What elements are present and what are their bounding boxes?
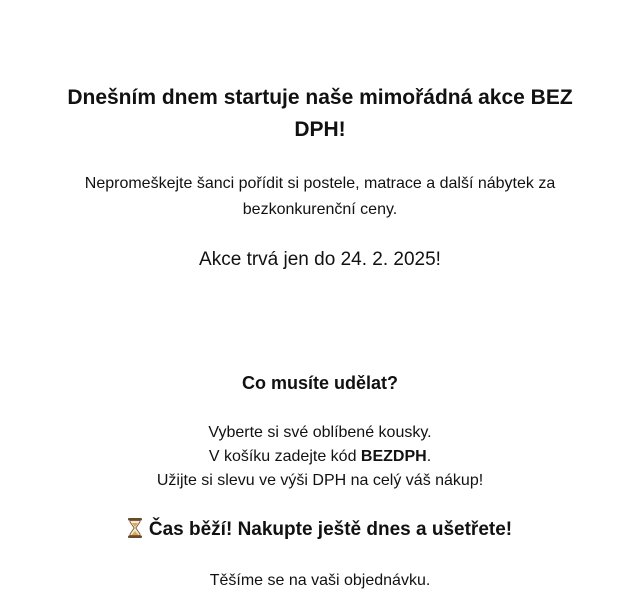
- urgency-text: Čas běží! Nakupte ještě dnes a ušetřete!: [148, 519, 513, 540]
- promo-deadline: Akce trvá jen do 24. 2. 2025!: [199, 249, 441, 270]
- step-2: [40, 445, 600, 469]
- steps-list: [40, 421, 600, 493]
- step-3: Užijte si slevu ve výši DPH na celý váš nákup!: [156, 472, 484, 489]
- discount-code: BEZDPH: [360, 448, 427, 465]
- closing-line: Těšíme se na vaši objednávku.: [209, 572, 431, 589]
- step-2-suffix: .: [426, 448, 432, 465]
- step-1: Vyberte si své oblíbené kousky.: [208, 424, 432, 441]
- step-2-prefix: V košíku zadejte kód: [208, 448, 361, 465]
- promo-headline: Dnešním dnem startuje naše mimořádná akce BEZ DPH!: [67, 86, 573, 141]
- steps-heading: Co musíte udělat?: [241, 373, 398, 393]
- hourglass-icon: [128, 518, 142, 538]
- urgency-message: [40, 517, 600, 543]
- promo-intro: Nepromeškejte šanci pořídit si postele, matrace a další nábytek za bezkonkurenční ceny.: [84, 175, 556, 218]
